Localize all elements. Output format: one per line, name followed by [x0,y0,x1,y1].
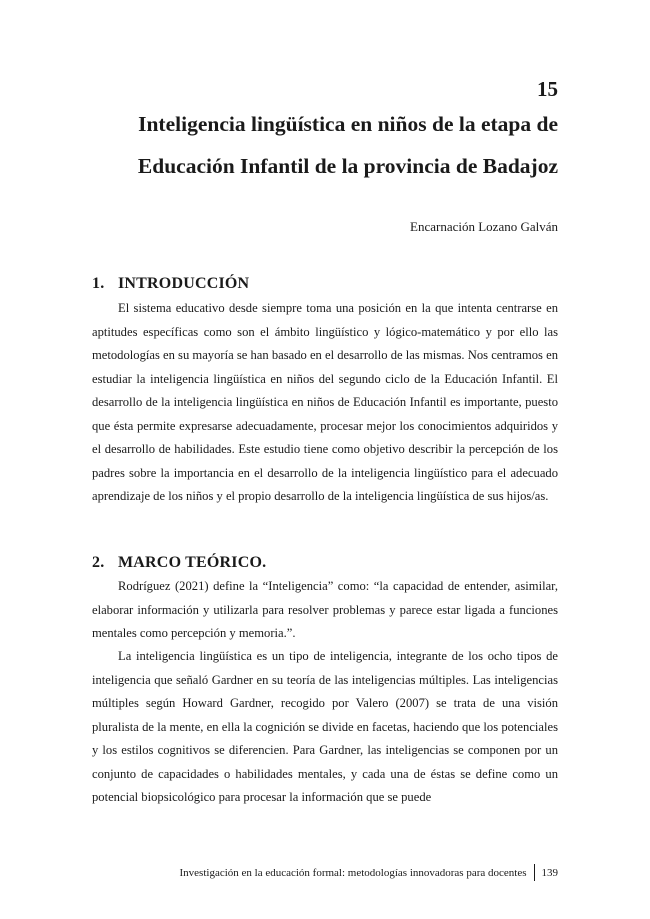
paragraph-marco-2: La inteligencia lingüística es un tipo de inteligencia, integrante de los ocho tipos de inteligencia que señaló Gardner en su teoría de las inteligencias múltiples. Las inteligencias múltiples según Howard Gardner, recogido por Valero (2007) se trata de una visión pluralista de la mente, en ella la cognición se divide en facetas, haciendo que los potenciales y los estilos cognitivos se diferencien. Para Gardner, las inteligencias se componen por un conjunto de capacidades o habilidades mentales, y cada una de éstas se define como un potencial biopsicológico para procesar la información que se puede [92,649,558,804]
footer-divider [534,864,535,881]
section-number: 2. [92,554,105,571]
footer-page-number: 139 [541,866,558,879]
footer-book-title: Investigación en la educación formal: metodologías innovadoras para docentes [179,866,527,879]
author-name: Encarnación Lozano Galván [410,219,558,234]
chapter-title: Inteligencia lingüística en niños de la etapa de Educación Infantil de la provincia de Badajoz [137,112,558,178]
paragraph-marco-1: Rodríguez (2021) define la “Inteligencia” como: “la capacidad de entender, asimilar, elaborar información y utilizarla para resolver problemas y parece estar ligada a funciones mentales como percepción y memoria.”. [92,579,558,640]
section-heading-introduccion [92,275,558,293]
section-number: 1. [92,275,105,292]
section-heading-marco-teorico [92,554,558,572]
paragraph-introduccion-1: El sistema educativo desde siempre toma una posición en la que intenta centrarse en aptitudes específicas como son el ámbito lingüístico y lógico-matemático y por ello las metodologías en su mayoría se han basado en el desarrollo de las mismas. Nos centramos en estudiar la inteligencia lingüística en niños del segundo ciclo de la Educación Infantil. El desarrollo de la inteligencia lingüística en niños de Educación Infantil es importante, puesto que ésta permite expresarse adecuadamente, procesar mejor los conocimientos adquiridos y el desarrollo de habilidades. Este estudio tiene como objetivo describir la percepción de los padres sobre la importancia en el desarrollo de la inteligencia lingüístico para el adecuado aprendizaje de los niños y el propio desarrollo de la inteligencia lingüística de sus hijos/as. [92,301,558,503]
chapter-number: 15 [537,77,558,101]
section-title: INTRODUCCIÓN [118,275,250,292]
section-title: MARCO TEÓRICO. [118,554,267,571]
page-footer [180,864,559,881]
